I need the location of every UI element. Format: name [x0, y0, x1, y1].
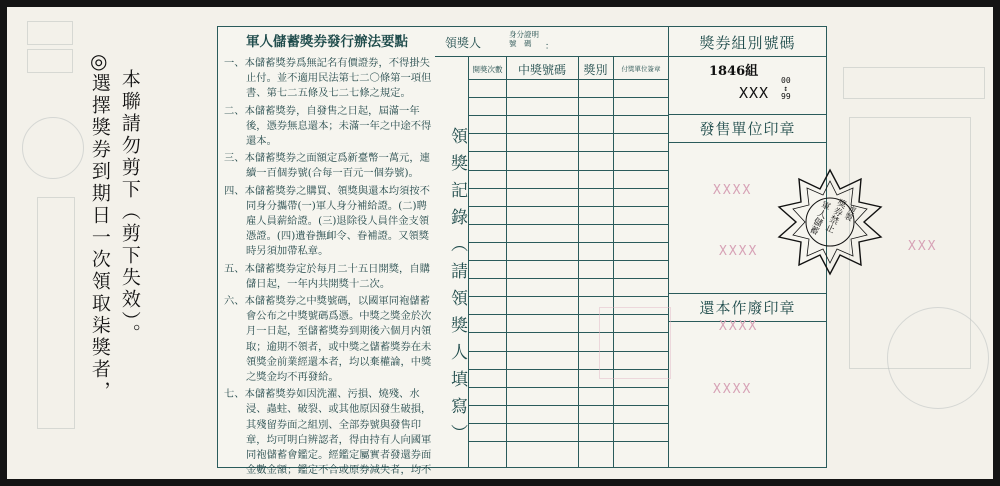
grid-row-line — [469, 224, 669, 225]
rule-item: 五、本儲蓄獎券定於每月二十五日開獎，自購儲日起，一年内共開獎十二次。 — [224, 262, 430, 290]
sale-seal-title: 發售單位印章 — [699, 120, 796, 138]
seal-line: 禁止 — [822, 213, 840, 234]
rule-item: 四、本儲蓄獎券之購買、領獎與還本均須按不同身分攜帶(一)軍人身分補給證。(二)聘雇人員薪給證。(三)退除役人員伴金支領憑證。(四)遺眷撫卹令、眷補證。又領獎時另須加帶私章。 — [224, 184, 430, 258]
seal-line: 獎券 — [830, 196, 848, 218]
group-number: 1846組 — [709, 64, 759, 79]
rule-item: 七、本儲蓄獎券如因洗濯、污損、燒殘、水浸、蟲蛀、破裂、或其他原因發生破損，其殘留券面之組別、全部券號與發售印章，均可明白辨認者，得由持有人向國軍同袍儲蓄會鑑定。經鑑定屬實者發還券面金數金額；鑑定不合或原券減失者，均不予受理。 — [224, 388, 432, 486]
id-colon: ： — [545, 42, 555, 52]
rules-title: 軍人儲蓄獎券發行辦法要點 — [246, 34, 408, 50]
serial-arrow: ↕ — [783, 84, 789, 93]
rule-item: 二、本儲蓄獎券，自發售之日起，屆滿一年後，憑券無息還本；未滿一年之中途不得還本。 — [224, 104, 432, 148]
divider — [669, 114, 826, 115]
seal-line: 儲蓄 — [806, 215, 824, 236]
rules-panel — [217, 26, 437, 486]
claimant-header — [435, 27, 668, 57]
grid-row-line — [469, 170, 669, 171]
ghost-mark — [27, 49, 73, 73]
grid-row-line — [469, 79, 669, 80]
pink-mark: XXX — [908, 239, 938, 254]
grid-row-line — [469, 441, 669, 442]
pink-mark: XXXX — [719, 319, 759, 334]
id-label-line1: 身分證明 — [509, 30, 539, 39]
col-header-prize-class: 獎別 — [583, 63, 608, 77]
ghost-seal — [887, 307, 989, 409]
col-header-payer-signature: 付獎單位簽章 — [621, 65, 661, 73]
divider — [669, 293, 826, 294]
grid-row-line — [469, 296, 669, 297]
id-number-label — [509, 30, 539, 48]
pink-mark: XXXX — [713, 183, 753, 198]
divider — [669, 56, 826, 57]
seal-line: 軍人 — [814, 198, 832, 220]
grid-row-line — [469, 206, 669, 207]
claimant-label: 領獎人 — [445, 36, 482, 50]
prize-record-title: 領獎記錄（請領獎人填寫） — [447, 127, 467, 451]
rules-list — [224, 56, 432, 486]
ghost-mark — [843, 67, 985, 99]
grid-row-line — [469, 242, 669, 243]
notice-bullet: ◎ — [90, 49, 108, 73]
grid-row-line — [469, 133, 669, 134]
return-seal-title: 還本作廢印章 — [699, 299, 796, 317]
grid-row-line — [469, 423, 669, 424]
rule-item: 一、本儲蓄獎券爲無記名有價證券，不得掛失止付。並不適用民法第七二〇條第一項但書、第七二五條及七二七條之規定。 — [224, 57, 432, 100]
notice-choose-option: 選擇獎券到期日一次領取柒獎者， — [88, 73, 111, 403]
prize-record-grid — [468, 56, 669, 467]
pink-mark: XXXX — [719, 244, 759, 259]
ghost-mark — [37, 197, 75, 429]
serial-prefix: XXX — [739, 84, 770, 102]
grid-row-line — [469, 151, 669, 152]
pink-mark: XXXX — [713, 382, 753, 397]
notice-do-not-cut: 本聯請勿剪下（剪下失效）。 — [118, 69, 141, 346]
rule-item: 六、本儲蓄獎券之中獎號碼，以國軍同袍儲蓄會公布之中獎號碼爲憑。中獎之獎金於次月一日起，至儲蓄獎券到期後六個月内領取；逾期不領者，或中獎之儲蓄獎券在未領獎金前業經還本者，均以棄權論，中獎之獎金均不再發給。 — [224, 295, 432, 384]
pink-seal-ghost — [599, 307, 671, 379]
id-label-line2: 號 碼 — [509, 39, 532, 48]
rule-item: 三、本儲蓄獎券之面額定爲新臺幣一萬元，連續一百個券號(合每一百元一個券號)。 — [224, 152, 430, 180]
grid-row-line — [469, 387, 669, 388]
grid-row-line — [469, 115, 669, 116]
serial-bottom: 99 — [781, 92, 791, 101]
serial-top: 00 — [781, 76, 791, 85]
prize-record-panel — [435, 26, 669, 468]
grid-row-line — [469, 97, 669, 98]
grid-row-line — [469, 278, 669, 279]
grid-row-line — [469, 260, 669, 261]
grid-row-line — [469, 405, 669, 406]
military-seal-stamp — [775, 167, 885, 277]
col-header-winning-number: 中獎號碼 — [517, 63, 566, 77]
grid-row-line — [469, 188, 669, 189]
ghost-seal — [22, 117, 84, 179]
seal-text: 複製 — [843, 203, 858, 223]
ghost-mark — [27, 21, 73, 45]
group-number-title: 獎券組別號碼 — [699, 34, 796, 52]
divider — [669, 142, 826, 143]
col-header-draw-count: 開獎次數 — [472, 65, 503, 74]
serial-range — [781, 77, 791, 101]
